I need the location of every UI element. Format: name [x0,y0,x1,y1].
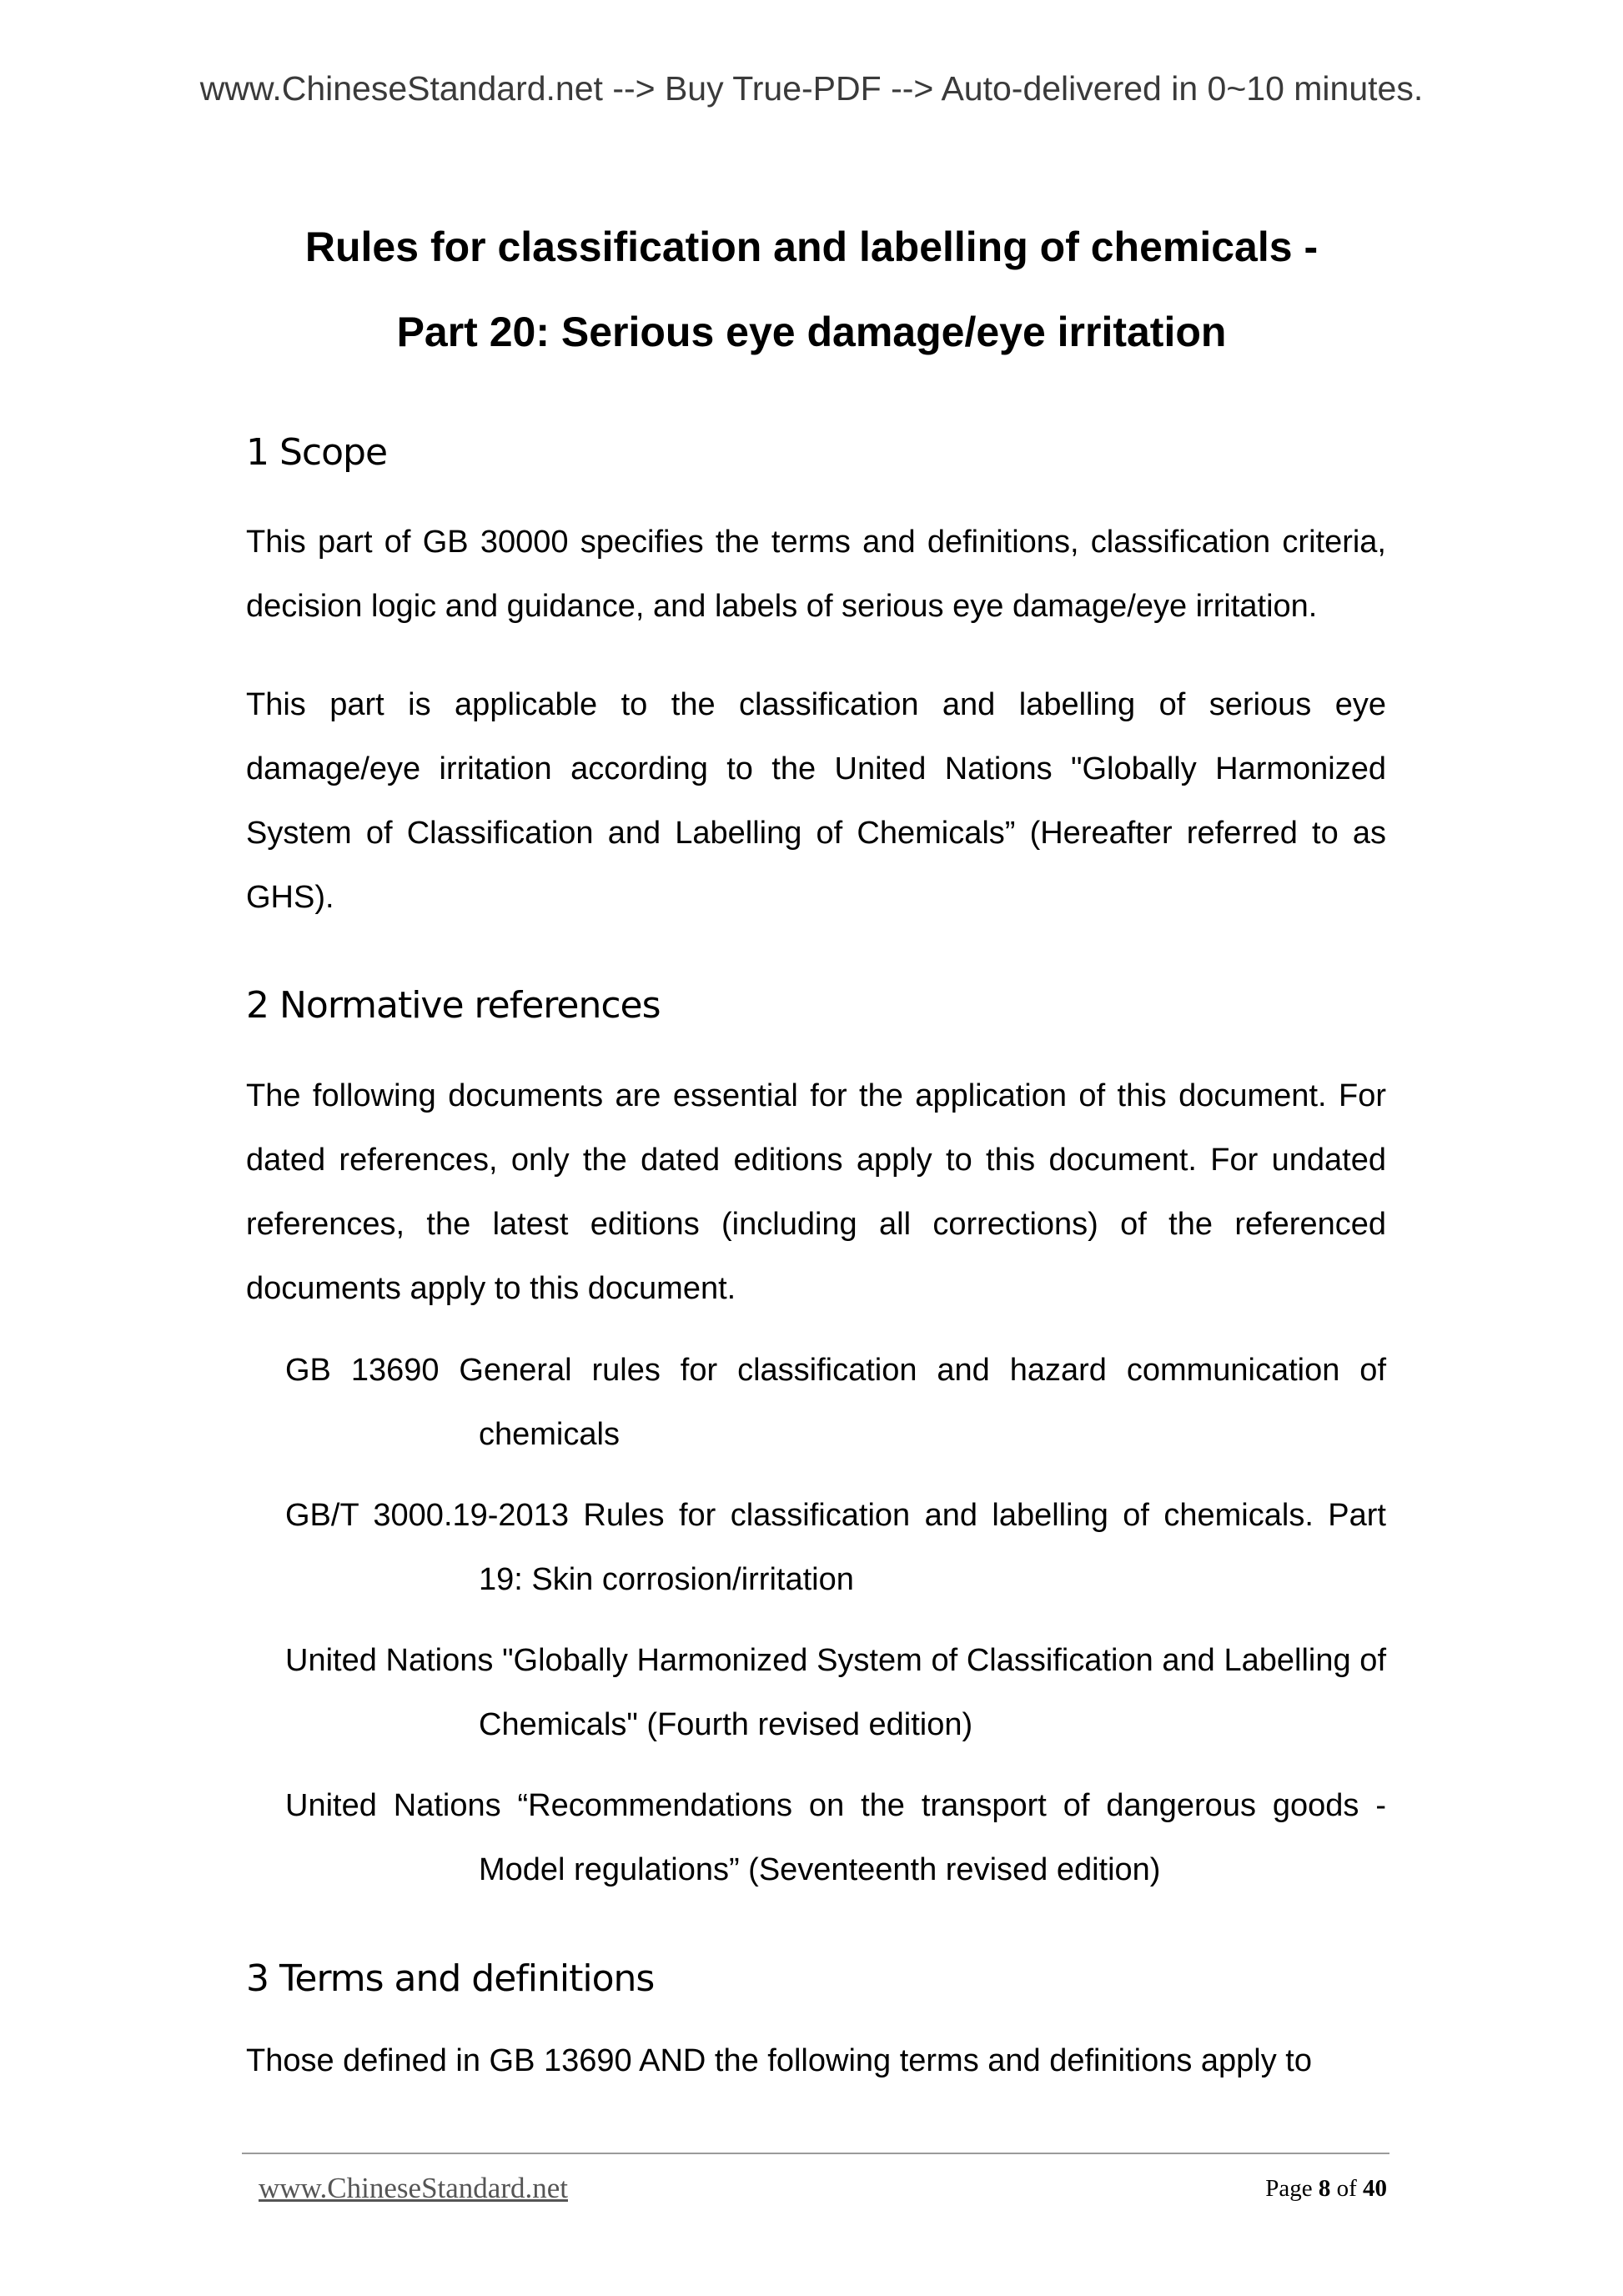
scope-paragraph-1: This part of GB 30000 specifies the terms and definitions, classification criteria, decision logic and guidance, and labels of serious eye damage/eye irritation. [246,525,1386,624]
reference-item: GB 13690 General rules for classification and hazard communication of chemicals [285,1353,1386,1452]
page-number [1265,2175,1387,2203]
header-banner: www.ChineseStandard.net --> Buy True-PDF --> Auto-delivered in 0~10 minutes. [199,69,1424,108]
document-title-line-1: Rules for classification and labelling of chemicals - [304,224,1319,270]
page-label: Page [1265,2175,1313,2202]
normative-paragraph-1: The following documents are essential for the application of this document. For dated references, only the dated editions apply to this document. For undated references, the latest editions (including all corrections) of the referenced documents apply to this document. [246,1078,1386,1306]
section-heading-normative-references: 2 Normative references [246,984,661,1027]
footer-site-link[interactable]: www.ChineseStandard.net [259,2172,568,2204]
page-total: 40 [1363,2175,1387,2202]
page-of: of [1336,2175,1357,2202]
section-heading-scope: 1 Scope [246,431,388,474]
reference-item: GB/T 3000.19-2013 Rules for classification and labelling of chemicals. Part 19: Skin corrosion/irritation [285,1498,1386,1597]
reference-item: United Nations "Globally Harmonized System of Classification and Labelling of Chemicals" (Fourth revised edition) [285,1643,1386,1742]
scope-paragraph-2: This part is applicable to the classification and labelling of serious eye damage/eye irritation according to the United Nations "Globally Harmonized System of Classification and Labelling of Chemicals” (Hereafter referred to as GHS). [246,687,1386,915]
footer-divider [242,2153,1389,2154]
page-current: 8 [1318,2175,1331,2202]
section-heading-terms-and-definitions: 3 Terms and definitions [246,1957,655,2000]
terms-paragraph-1: Those defined in GB 13690 AND the following terms and definitions apply to [246,2043,1312,2078]
document-title-line-2: Part 20: Serious eye damage/eye irritation [396,309,1227,355]
reference-item: United Nations “Recommendations on the transport of dangerous goods - Model regulations” (Seventeenth revised edition) [285,1788,1386,1887]
